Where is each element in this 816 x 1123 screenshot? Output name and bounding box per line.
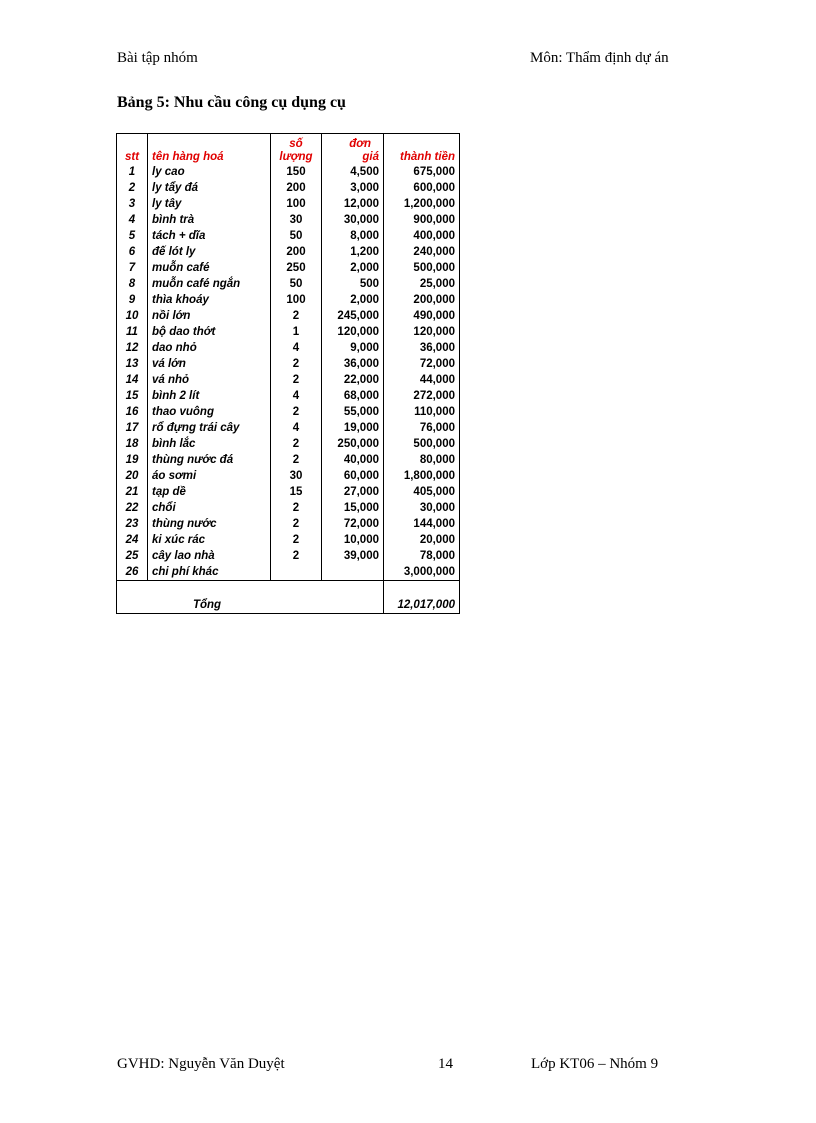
page-number: 14 [438,1056,453,1072]
cell-quantity: 4 [271,388,322,404]
cell-amount: 400,000 [384,228,460,244]
cell-stt: 25 [117,548,148,564]
cell-name: ly tẩy đá [148,180,271,196]
cell-amount: 600,000 [384,180,460,196]
cell-amount: 405,000 [384,484,460,500]
cell-unit-price: 1,200 [322,244,384,260]
cell-quantity: 4 [271,420,322,436]
cell-unit-price: 15,000 [322,500,384,516]
header-quantity [271,134,322,165]
cell-unit-price: 500 [322,276,384,292]
cell-amount: 80,000 [384,452,460,468]
table-row [117,340,460,356]
cell-quantity: 15 [271,484,322,500]
cell-stt: 18 [117,436,148,452]
cell-unit-price: 9,000 [322,340,384,356]
cell-quantity: 2 [271,516,322,532]
table-row [117,164,460,180]
table-row [117,244,460,260]
header-amount: thành tiền [384,134,460,165]
cell-name: vá nhỏ [148,372,271,388]
cell-stt: 6 [117,244,148,260]
cell-name: tạp dề [148,484,271,500]
cell-stt: 4 [117,212,148,228]
cell-stt: 12 [117,340,148,356]
cell-name: chi phí khác [148,564,271,581]
cell-amount: 72,000 [384,356,460,372]
table-row [117,532,460,548]
table-row [117,356,460,372]
table-row [117,372,460,388]
table-row [117,196,460,212]
cell-amount: 272,000 [384,388,460,404]
header-right: Môn: Thẩm định dự án [530,50,669,66]
cell-name: nồi lớn [148,308,271,324]
table-body [117,164,460,581]
cell-name: bộ dao thớt [148,324,271,340]
cell-amount: 1,200,000 [384,196,460,212]
total-row [117,581,460,614]
header-price-line2: giá [362,151,379,163]
cell-unit-price: 120,000 [322,324,384,340]
cell-amount: 20,000 [384,532,460,548]
header-quantity-line2: lượng [279,151,313,163]
table-row [117,228,460,244]
cell-stt: 26 [117,564,148,581]
cell-stt: 1 [117,164,148,180]
cell-stt: 8 [117,276,148,292]
cell-amount: 500,000 [384,436,460,452]
cell-amount: 44,000 [384,372,460,388]
cell-quantity: 4 [271,340,322,356]
cell-stt: 7 [117,260,148,276]
cell-name: chổi [148,500,271,516]
cell-quantity: 2 [271,436,322,452]
cell-amount: 675,000 [384,164,460,180]
cell-name: rổ đựng trái cây [148,420,271,436]
table-row [117,452,460,468]
cell-amount: 3,000,000 [384,564,460,581]
cell-amount: 78,000 [384,548,460,564]
cell-quantity: 1 [271,324,322,340]
cell-name: bình 2 lít [148,388,271,404]
header-name: tên hàng hoá [148,134,271,165]
table-row [117,404,460,420]
cell-stt: 24 [117,532,148,548]
cell-name: vá lớn [148,356,271,372]
table-row [117,324,460,340]
cell-name: thùng nước [148,516,271,532]
cell-quantity: 2 [271,308,322,324]
tools-table-container [116,133,460,614]
cell-unit-price [322,564,384,581]
cell-unit-price: 4,500 [322,164,384,180]
cell-quantity: 250 [271,260,322,276]
table-row [117,388,460,404]
cell-unit-price: 55,000 [322,404,384,420]
cell-amount: 76,000 [384,420,460,436]
cell-stt: 5 [117,228,148,244]
cell-amount: 240,000 [384,244,460,260]
cell-unit-price: 60,000 [322,468,384,484]
cell-unit-price: 22,000 [322,372,384,388]
header-stt: stt [117,134,148,165]
cell-amount: 900,000 [384,212,460,228]
cell-quantity: 2 [271,500,322,516]
total-label: Tổng [117,581,384,614]
cell-stt: 3 [117,196,148,212]
cell-name: đế lót ly [148,244,271,260]
cell-name: thìa khoáy [148,292,271,308]
cell-unit-price: 27,000 [322,484,384,500]
cell-amount: 144,000 [384,516,460,532]
table-row [117,308,460,324]
cell-name: tách + dĩa [148,228,271,244]
table-header-row [117,134,460,165]
cell-quantity: 30 [271,212,322,228]
cell-quantity: 50 [271,228,322,244]
cell-stt: 22 [117,500,148,516]
cell-stt: 2 [117,180,148,196]
cell-unit-price: 30,000 [322,212,384,228]
cell-unit-price: 36,000 [322,356,384,372]
cell-unit-price: 12,000 [322,196,384,212]
cell-quantity: 2 [271,532,322,548]
footer-instructor: GVHD: Nguyễn Văn Duyệt [117,1056,285,1072]
tools-table [116,133,460,614]
table-title: Bảng 5: Nhu cầu công cụ dụng cụ [117,94,346,111]
cell-amount: 36,000 [384,340,460,356]
cell-stt: 19 [117,452,148,468]
cell-name: ly cao [148,164,271,180]
cell-name: dao nhỏ [148,340,271,356]
footer-class-group: Lớp KT06 – Nhóm 9 [531,1056,659,1072]
table-row [117,500,460,516]
cell-quantity: 100 [271,292,322,308]
cell-quantity: 2 [271,372,322,388]
cell-quantity: 50 [271,276,322,292]
table-row [117,468,460,484]
cell-stt: 14 [117,372,148,388]
cell-unit-price: 3,000 [322,180,384,196]
cell-stt: 17 [117,420,148,436]
cell-unit-price: 19,000 [322,420,384,436]
table-row [117,260,460,276]
cell-stt: 10 [117,308,148,324]
cell-unit-price: 39,000 [322,548,384,564]
cell-amount: 120,000 [384,324,460,340]
cell-amount: 110,000 [384,404,460,420]
cell-stt: 23 [117,516,148,532]
cell-quantity: 150 [271,164,322,180]
cell-name: ki xúc rác [148,532,271,548]
cell-quantity: 2 [271,548,322,564]
cell-unit-price: 250,000 [322,436,384,452]
cell-unit-price: 245,000 [322,308,384,324]
cell-quantity [271,564,322,581]
cell-amount: 25,000 [384,276,460,292]
table-row [117,484,460,500]
header-price-line1: đơn [349,138,371,150]
cell-unit-price: 2,000 [322,292,384,308]
cell-amount: 1,800,000 [384,468,460,484]
cell-unit-price: 10,000 [322,532,384,548]
table-row [117,292,460,308]
cell-stt: 21 [117,484,148,500]
cell-unit-price: 8,000 [322,228,384,244]
cell-unit-price: 40,000 [322,452,384,468]
cell-quantity: 200 [271,244,322,260]
cell-amount: 490,000 [384,308,460,324]
cell-amount: 500,000 [384,260,460,276]
table-row [117,564,460,581]
header-unit-price [322,134,384,165]
table-row [117,276,460,292]
header-quantity-line1: số [289,138,303,150]
cell-stt: 15 [117,388,148,404]
cell-quantity: 200 [271,180,322,196]
cell-amount: 200,000 [384,292,460,308]
cell-quantity: 100 [271,196,322,212]
cell-quantity: 2 [271,404,322,420]
table-row [117,516,460,532]
cell-name: thao vuông [148,404,271,420]
total-value: 12,017,000 [384,581,460,614]
cell-name: muỗn café [148,260,271,276]
cell-unit-price: 68,000 [322,388,384,404]
cell-name: bình trà [148,212,271,228]
cell-unit-price: 2,000 [322,260,384,276]
table-row [117,436,460,452]
cell-stt: 20 [117,468,148,484]
cell-stt: 13 [117,356,148,372]
cell-name: muỗn café ngắn [148,276,271,292]
cell-name: cây lao nhà [148,548,271,564]
cell-stt: 11 [117,324,148,340]
cell-quantity: 30 [271,468,322,484]
cell-name: áo sơmi [148,468,271,484]
cell-stt: 9 [117,292,148,308]
cell-stt: 16 [117,404,148,420]
cell-name: bình lắc [148,436,271,452]
cell-quantity: 2 [271,356,322,372]
cell-name: thùng nước đá [148,452,271,468]
table-row [117,180,460,196]
table-row [117,548,460,564]
table-row [117,420,460,436]
cell-amount: 30,000 [384,500,460,516]
cell-unit-price: 72,000 [322,516,384,532]
cell-name: ly tây [148,196,271,212]
header-left: Bài tập nhóm [117,50,198,66]
table-row [117,212,460,228]
cell-quantity: 2 [271,452,322,468]
